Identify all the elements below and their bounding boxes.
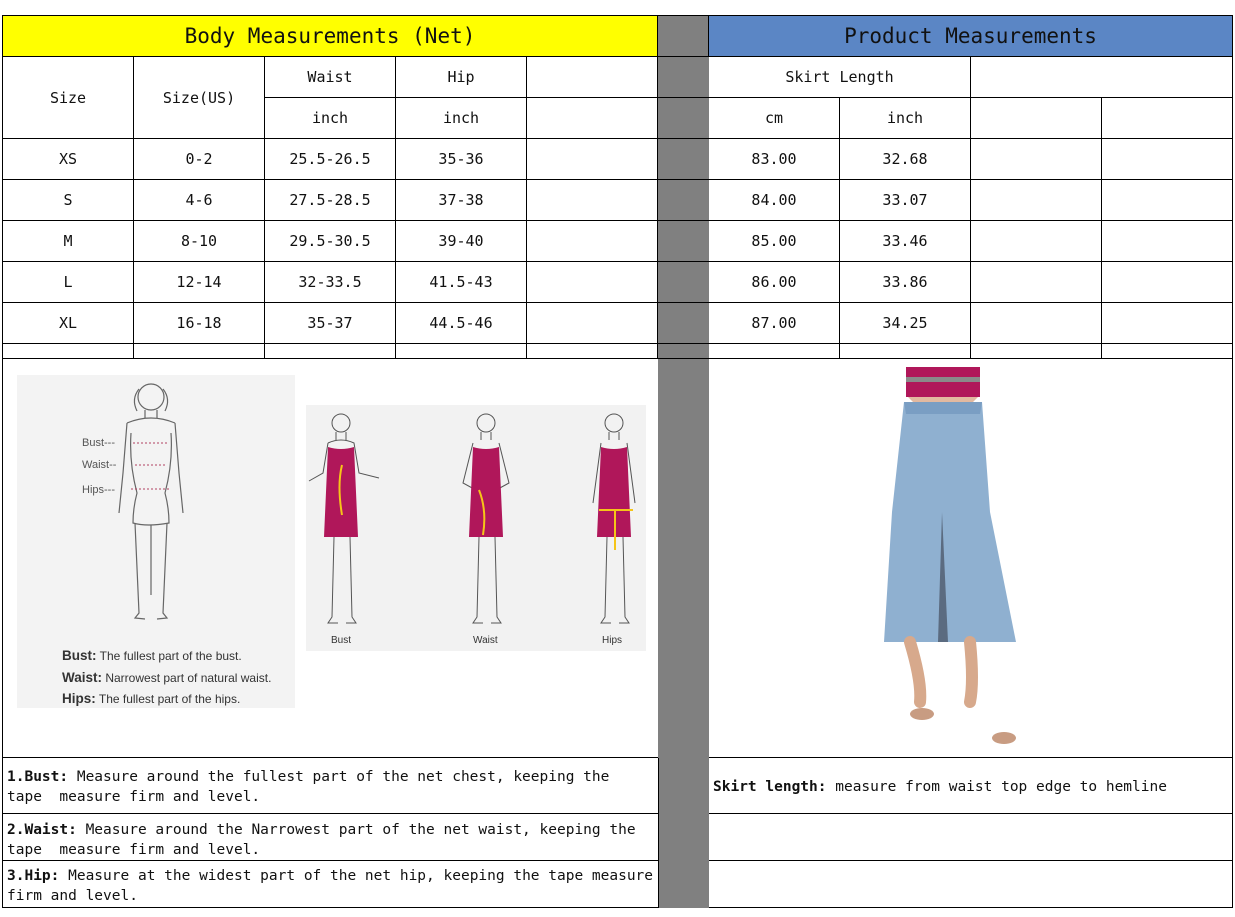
hips-marker-label: Hips---	[82, 484, 115, 496]
cell-size-us: 4-6	[134, 180, 265, 221]
product-measurements-header: Product Measurements	[709, 15, 1233, 57]
spacer-cell	[840, 344, 971, 359]
spacer-cell	[971, 344, 1102, 359]
cell-size-us: 12-14	[134, 262, 265, 303]
hip-note: 3.Hip: Measure at the widest part of the net hip, keeping the tape measure firm and level.	[2, 861, 659, 908]
spacer-cell	[2, 344, 134, 359]
bust-marker-label: Bust---	[82, 437, 115, 449]
divider-cell	[658, 344, 709, 359]
skirt-length-note: Skirt length: measure from waist top edge to hemline	[709, 758, 1233, 814]
cell-hip: 44.5-46	[396, 303, 527, 344]
cell-waist: 35-37	[265, 303, 396, 344]
cell-skirt-inch: 33.07	[840, 180, 971, 221]
spacer-cell	[265, 344, 396, 359]
col-size-us: Size(US)	[134, 57, 265, 139]
cell-hip: 37-38	[396, 180, 527, 221]
dress-diagram-figure	[306, 405, 646, 651]
divider-cell	[658, 303, 709, 344]
divider-column	[658, 15, 709, 57]
bust-definition: Bust: The fullest part of the bust.	[62, 648, 242, 663]
cell-empty	[527, 139, 658, 180]
spacer-cell	[1102, 344, 1233, 359]
spacer-cell	[709, 344, 840, 359]
col-empty	[971, 57, 1233, 98]
waist-note: 2.Waist: Measure around the Narrowest part of the net waist, keeping the tape measure firm and level.	[2, 814, 659, 861]
col-hip: Hip	[396, 57, 527, 98]
waist-caption: Waist	[473, 635, 498, 646]
cell-waist: 29.5-30.5	[265, 221, 396, 262]
cell-waist: 27.5-28.5	[265, 180, 396, 221]
cell-empty	[527, 221, 658, 262]
col-hip-unit: inch	[396, 98, 527, 139]
bust-note: 1.Bust: Measure around the fullest part of the net chest, keeping the tape measure firm and level.	[2, 758, 659, 814]
cell-skirt-inch: 34.25	[840, 303, 971, 344]
col-waist-unit: inch	[265, 98, 396, 139]
cell-empty	[1102, 303, 1233, 344]
col-skirt-inch: inch	[840, 98, 971, 139]
divider-cell	[658, 98, 709, 139]
cell-empty	[971, 262, 1102, 303]
cell-empty	[971, 139, 1102, 180]
cell-empty	[971, 303, 1102, 344]
waist-definition: Waist: Narrowest part of natural waist.	[62, 670, 272, 685]
empty-note	[709, 814, 1233, 861]
cell-hip: 39-40	[396, 221, 527, 262]
divider-column	[658, 359, 709, 908]
cell-size: XS	[2, 139, 134, 180]
cell-hip: 41.5-43	[396, 262, 527, 303]
cell-size-us: 16-18	[134, 303, 265, 344]
cell-size: XL	[2, 303, 134, 344]
cell-empty	[1102, 180, 1233, 221]
divider-cell	[658, 139, 709, 180]
denim-skirt-photo	[860, 362, 1050, 752]
dress-figures-icon	[306, 405, 646, 651]
cell-skirt-inch: 32.68	[840, 139, 971, 180]
col-empty	[1102, 98, 1233, 139]
cell-size: L	[2, 262, 134, 303]
cell-skirt-cm: 83.00	[709, 139, 840, 180]
cell-skirt-cm: 85.00	[709, 221, 840, 262]
bust-caption: Bust	[331, 635, 352, 646]
empty-note	[709, 861, 1233, 908]
col-skirt-length: Skirt Length	[709, 57, 971, 98]
spacer-cell	[134, 344, 265, 359]
divider-cell	[658, 262, 709, 303]
body-diagram-figure	[17, 375, 295, 708]
waist-marker-label: Waist--	[82, 459, 117, 471]
col-empty	[527, 57, 658, 98]
cell-size-us: 8-10	[134, 221, 265, 262]
cell-empty	[971, 221, 1102, 262]
spacer-cell	[396, 344, 527, 359]
skirt-photo-icon	[860, 362, 1050, 752]
cell-empty	[1102, 221, 1233, 262]
col-size: Size	[2, 57, 134, 139]
cell-size-us: 0-2	[134, 139, 265, 180]
cell-skirt-inch: 33.46	[840, 221, 971, 262]
cell-size: S	[2, 180, 134, 221]
cell-empty	[1102, 262, 1233, 303]
divider-cell	[658, 57, 709, 98]
cell-skirt-cm: 84.00	[709, 180, 840, 221]
divider-cell	[658, 180, 709, 221]
cell-empty	[527, 303, 658, 344]
cell-empty	[1102, 139, 1233, 180]
cell-waist: 32-33.5	[265, 262, 396, 303]
cell-skirt-cm: 87.00	[709, 303, 840, 344]
hips-definition: Hips: The fullest part of the hips.	[62, 691, 241, 706]
cell-skirt-inch: 33.86	[840, 262, 971, 303]
cell-hip: 35-36	[396, 139, 527, 180]
body-measurements-header: Body Measurements (Net)	[2, 15, 658, 57]
cell-size: M	[2, 221, 134, 262]
cell-empty	[527, 180, 658, 221]
cell-skirt-cm: 86.00	[709, 262, 840, 303]
cell-empty	[971, 180, 1102, 221]
hips-caption: Hips	[602, 635, 623, 646]
cell-waist: 25.5-26.5	[265, 139, 396, 180]
col-empty	[527, 98, 658, 139]
col-empty	[971, 98, 1102, 139]
col-waist: Waist	[265, 57, 396, 98]
spacer-cell	[527, 344, 658, 359]
divider-cell	[658, 221, 709, 262]
col-skirt-cm: cm	[709, 98, 840, 139]
cell-empty	[527, 262, 658, 303]
